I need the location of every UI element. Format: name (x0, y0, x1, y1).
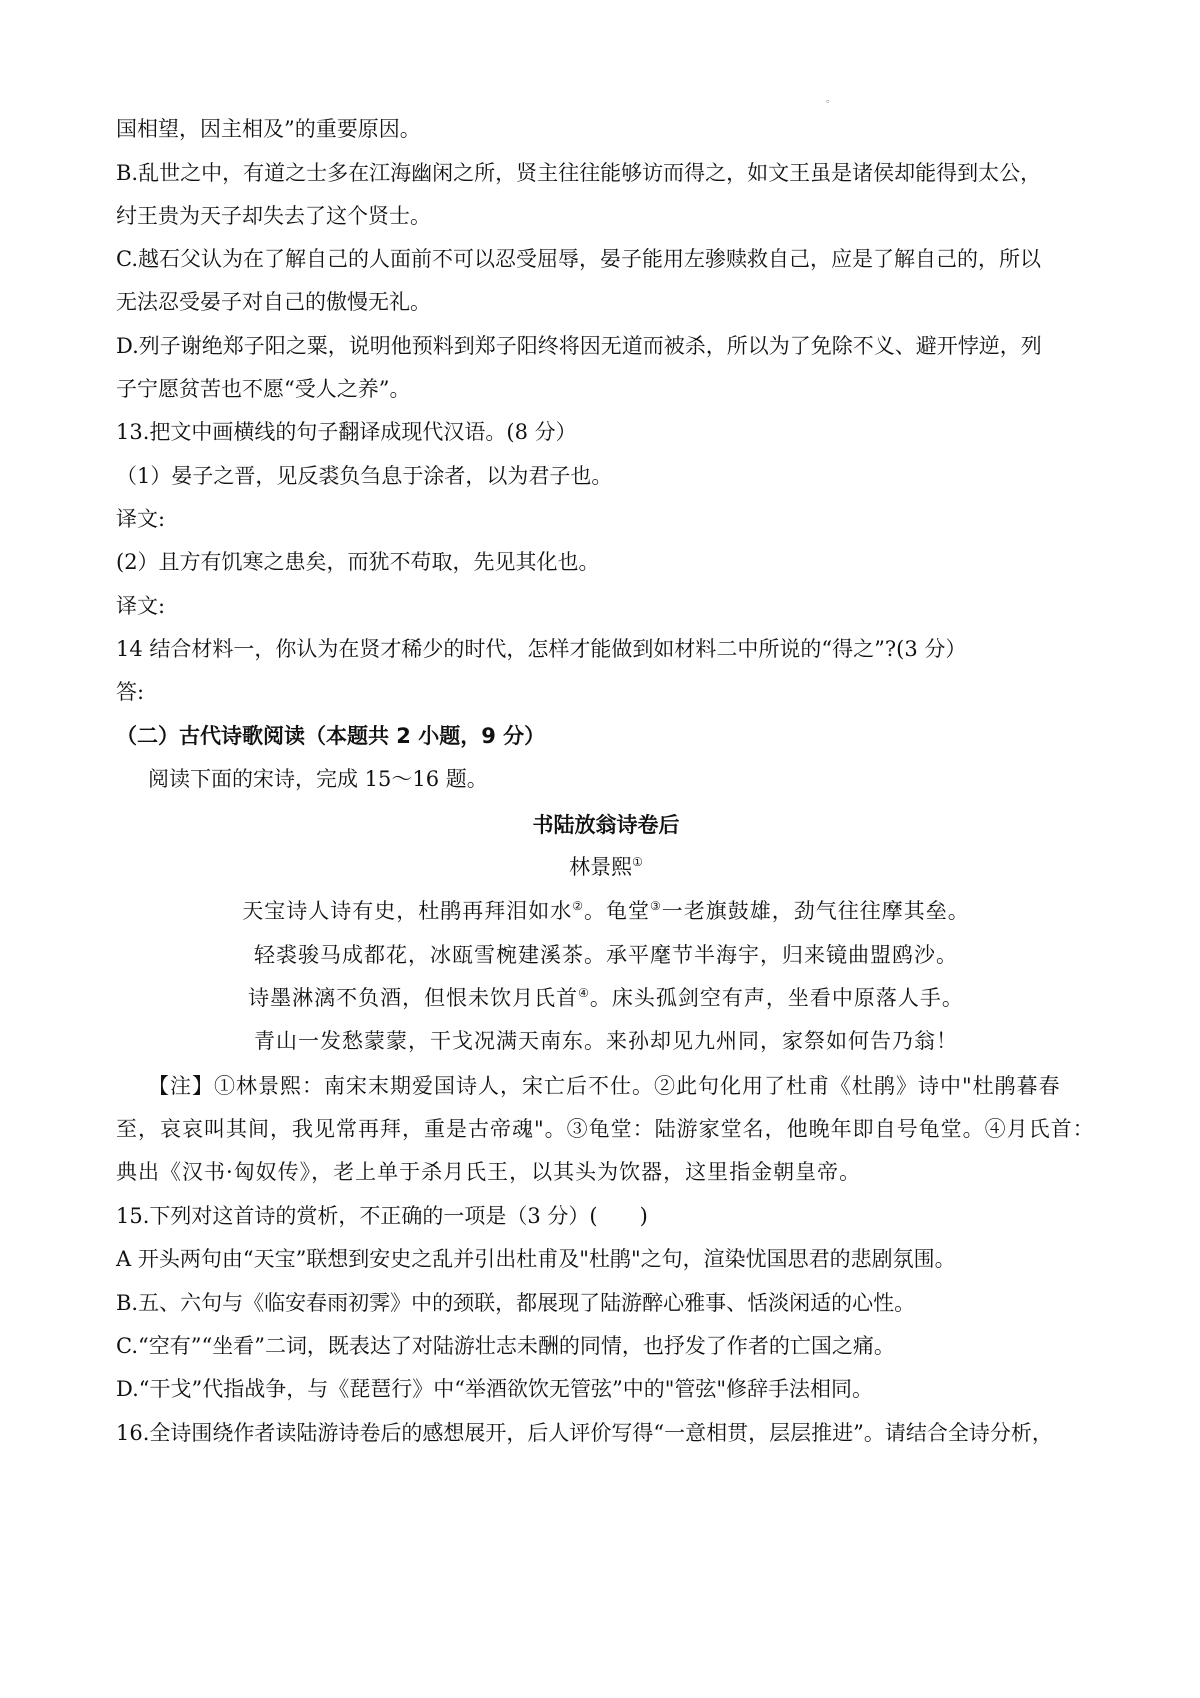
notes-line-2: 至，哀哀叫其间，我见常再拜，重是古帝魂"。③龟堂：陆游家堂名，他晚年即自号龟堂。④月氏首： (116, 1117, 1095, 1141)
poem-title: 书陆放翁诗卷后 (532, 813, 680, 837)
poem-line-1-a: 天宝诗人诗有史，杜鹃再拜泪如水 (242, 899, 573, 923)
poem-line-1-c: 一老旗鼓雄，劲气往往摩其垒。 (661, 899, 970, 923)
q13-stem: 13.把文中画横线的句子翻译成现代汉语。(8 分） (116, 420, 577, 444)
notes-line-1: 【注】①林景熙：南宋末期爱国诗人，宋亡后不仕。②此句化用了杜甫《杜鹃》诗中"杜鹃暮春 (148, 1074, 1061, 1098)
q13-item-1: （1）晏子之晋，见反裘负刍息于涂者，以为君子也。 (116, 464, 613, 488)
q15-option-c: C.“空有”“坐看”二词，既表达了对陆游壮志未酬的同情，也抒发了作者的亡国之痛。 (116, 1334, 895, 1358)
option-d-line-1: D.列子谢绝郑子阳之粟，说明他预料到郑子阳终将因无道而被杀，所以为了免除不义、避开悖逆，列 (116, 334, 1042, 358)
poem-line-4 (116, 1026, 1096, 1056)
option-d-line-2: 子宁愿贫苦也不愿“受人之养”。 (116, 377, 411, 401)
poem-line-2 (116, 940, 1096, 970)
poem-line-2-a: 轻裘骏马成都花，冰瓯雪椀建溪茶。承平麾节半海宇，归来镜曲盟鸥沙。 (254, 943, 958, 967)
q15-option-b: B.五、六句与《临安春雨初霁》中的颈联，都展现了陆游醉心雅事、恬淡闲适的心性。 (116, 1291, 916, 1315)
q15-stem: 15.下列对这首诗的赏析，不正确的一项是（3 分）( ) (116, 1204, 648, 1228)
q14-answer-label: 答: (116, 680, 145, 704)
poem-line-3-note-mark: ④ (578, 986, 590, 1000)
poem-author-note-mark: ① (632, 855, 643, 869)
option-c-line-2: 无法忍受晏子对自己的傲慢无礼。 (116, 290, 431, 314)
poem-line-1-b: 。龟堂 (584, 899, 650, 923)
poem-author (116, 852, 1096, 882)
option-b-line-1: B.乱世之中，有道之士多在江海幽闲之所，贤主往往能够访而得之，如文王虽是诸侯却能得到太公， (116, 161, 1042, 185)
q13-answer-2-label: 译文: (116, 594, 166, 618)
q16-stem: 16.全诗围绕作者读陆游诗卷后的感想展开，后人评价写得“一意相贯，层层推进”。请结合全诗分析， (116, 1421, 1053, 1445)
poem-line-3 (116, 983, 1096, 1013)
poem-line-1 (116, 896, 1096, 926)
poem-line-3-b: 。床头孤剑空有声，坐看中原落人手。 (589, 986, 964, 1010)
poem-line-1-note-mark-2: ③ (650, 899, 662, 913)
q15-option-a: A 开头两句由“天宝”联想到安史之乱并引出杜甫及"杜鹃"之句，渲染忧国思君的悲剧氛围。 (116, 1247, 956, 1271)
section-heading: （二）古代诗歌阅读（本题共 2 小题，9 分） (116, 724, 546, 748)
option-a-continuation: 国相望，因主相及”的重要原因。 (116, 117, 421, 141)
q15-option-d: D.“干戈”代指战争，与《琵琶行》中“举酒欲饮无管弦”中的"管弦"修辞手法相同。 (116, 1377, 874, 1401)
poem-line-1-note-mark: ② (572, 899, 584, 913)
option-c-line-1: C.越石父认为在了解自己的人面前不可以忍受屈辱，晏子能用左骖赎救自己，应是了解自己的，所以 (116, 247, 1041, 271)
notes-line-3: 典出《汉书·匈奴传》，老上单于杀月氏王，以其头为饮器，这里指金朝皇帝。 (116, 1160, 862, 1184)
option-b-line-2: 纣王贵为天子却失去了这个贤士。 (116, 204, 431, 228)
header-mark: 。 (826, 94, 836, 105)
q13-item-2: (2）且方有饥寒之患矣，而犹不苟取，先见其化也。 (116, 550, 600, 574)
q14-stem: 14 结合材料一，你认为在贤才稀少的时代，怎样才能做到如材料二中所说的“得之”?(3 分） (116, 637, 967, 661)
poem-line-4-a: 青山一发愁蒙蒙，干戈况满天南东。来孙却见九州同，家祭如何告乃翁！ (254, 1029, 958, 1053)
poem-line-3-a: 诗墨淋漓不负酒，但恨未饮月氏首 (248, 986, 579, 1010)
q13-answer-1-label: 译文: (116, 507, 166, 531)
poem-author-name: 林景熙 (569, 855, 633, 879)
section-instruction: 阅读下面的宋诗，完成 15～16 题。 (148, 767, 488, 791)
